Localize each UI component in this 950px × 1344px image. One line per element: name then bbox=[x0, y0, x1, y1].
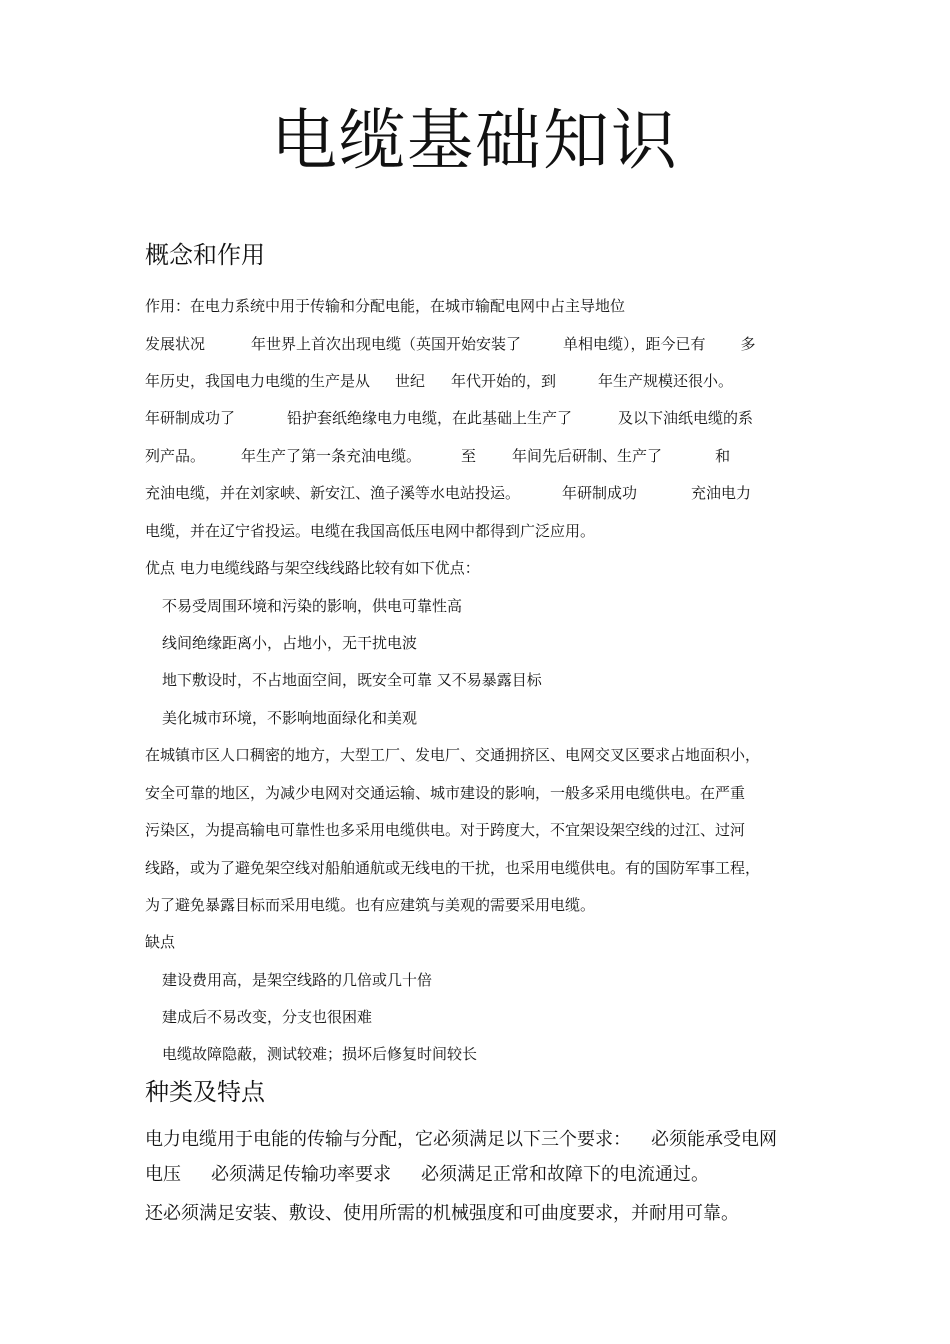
history-text: 单相电缆），距今已有 bbox=[563, 335, 706, 353]
history-line-5 bbox=[145, 482, 810, 504]
history-text: 多 bbox=[740, 335, 756, 353]
history-text: 充油电力 bbox=[691, 484, 752, 502]
advantages-intro: 优点 电力电缆线路与架空线线路比较有如下优点： bbox=[145, 559, 480, 577]
history-text: 年研制成功 bbox=[562, 484, 638, 502]
history-text: 列产品。 bbox=[145, 447, 206, 465]
requirements-line-1 bbox=[145, 1127, 810, 1153]
history-text: 及以下油纸电缆的系 bbox=[618, 409, 754, 427]
usage-line: 在城镇市区人口稠密的地方，大型工厂、发电厂、交通拥挤区、电网交叉区要求占地面积小， bbox=[145, 746, 761, 764]
history-text: 铅护套纸绝缘电力电缆，在此基础上生产了 bbox=[287, 409, 573, 427]
history-text: 世纪 bbox=[395, 372, 426, 390]
requirements-text: 电压 bbox=[145, 1164, 181, 1185]
usage-line: 安全可靠的地区，为减少电网对交通运输、城市建设的影响，一般多采用电缆供电。在严重 bbox=[145, 784, 746, 802]
requirements-text: 必须满足正常和故障下的电流通过。 bbox=[421, 1164, 709, 1185]
history-text: 至 bbox=[461, 447, 477, 465]
list-item: 建设费用高，是架空线路的几倍或几十倍 bbox=[162, 971, 433, 989]
history-line-3 bbox=[145, 407, 810, 429]
history-text: 年世界上首次出现电缆（英国开始安装了 bbox=[251, 335, 522, 353]
usage-line: 污染区，为提高输电可靠性也多采用电缆供电。对于跨度大，不宜架设架空线的过江、过河 bbox=[145, 821, 746, 839]
page-title: 电缆基础知识 bbox=[271, 102, 679, 179]
list-item: 电缆故障隐蔽，测试较难；损坏后修复时间较长 bbox=[162, 1045, 478, 1063]
usage-line: 为了避免暴露目标而采用电缆。也有应建筑与美观的需要采用电缆。 bbox=[145, 896, 596, 914]
requirements-text: 电力电缆用于电能的传输与分配，它必须满足以下三个要求： bbox=[145, 1129, 631, 1150]
history-text: 年历史，我国电力电缆的生产是从 bbox=[145, 372, 371, 390]
list-item: 美化城市环境，不影响地面绿化和美观 bbox=[162, 709, 418, 727]
history-text: 年代开始的，到 bbox=[451, 372, 557, 390]
usage-line: 线路，或为了避免架空线对船舶通航或无线电的干扰，也采用电缆供电。有的国防军事工程， bbox=[145, 859, 761, 877]
history-text: 年研制成功了 bbox=[145, 409, 236, 427]
history-text: 年生产规模还很小。 bbox=[598, 372, 734, 390]
history-line-2 bbox=[145, 370, 810, 392]
history-line-1 bbox=[145, 333, 810, 355]
list-item: 线间绝缘距离小，占地小，无干扰电波 bbox=[162, 634, 418, 652]
disadvantages-label: 缺点 bbox=[145, 933, 176, 951]
history-text: 和 bbox=[715, 447, 731, 465]
section-heading-types: 种类及特点 bbox=[145, 1078, 265, 1106]
history-text: 发展状况 bbox=[145, 335, 206, 353]
history-text: 年间先后研制、生产了 bbox=[512, 447, 663, 465]
requirements-text: 必须能承受电网 bbox=[651, 1129, 777, 1150]
list-item: 不易受周围环境和污染的影响，供电可靠性高 bbox=[162, 597, 463, 615]
requirements-text: 必须满足传输功率要求 bbox=[211, 1164, 391, 1185]
history-line-4 bbox=[145, 445, 810, 467]
requirements-line-3: 还必须满足安装、敷设、使用所需的机械强度和可曲度要求，并耐用可靠。 bbox=[145, 1203, 739, 1224]
history-text: 充油电缆，并在刘家峡、新安江、渔子溪等水电站投运。 bbox=[145, 484, 521, 502]
requirements-line-2 bbox=[145, 1162, 810, 1188]
list-item: 地下敷设时，不占地面空间，既安全可靠 又不易暴露目标 bbox=[162, 671, 542, 689]
history-text: 年生产了第一条充油电缆。 bbox=[241, 447, 422, 465]
list-item: 建成后不易改变，分支也很困难 bbox=[162, 1008, 373, 1026]
section-heading-concept: 概念和作用 bbox=[145, 241, 265, 269]
paragraph-role: 作用：在电力系统中用于传输和分配电能，在城市输配电网中占主导地位 bbox=[145, 297, 626, 315]
history-line-6: 电缆，并在辽宁省投运。电缆在我国高低压电网中都得到广泛应用。 bbox=[145, 522, 596, 540]
